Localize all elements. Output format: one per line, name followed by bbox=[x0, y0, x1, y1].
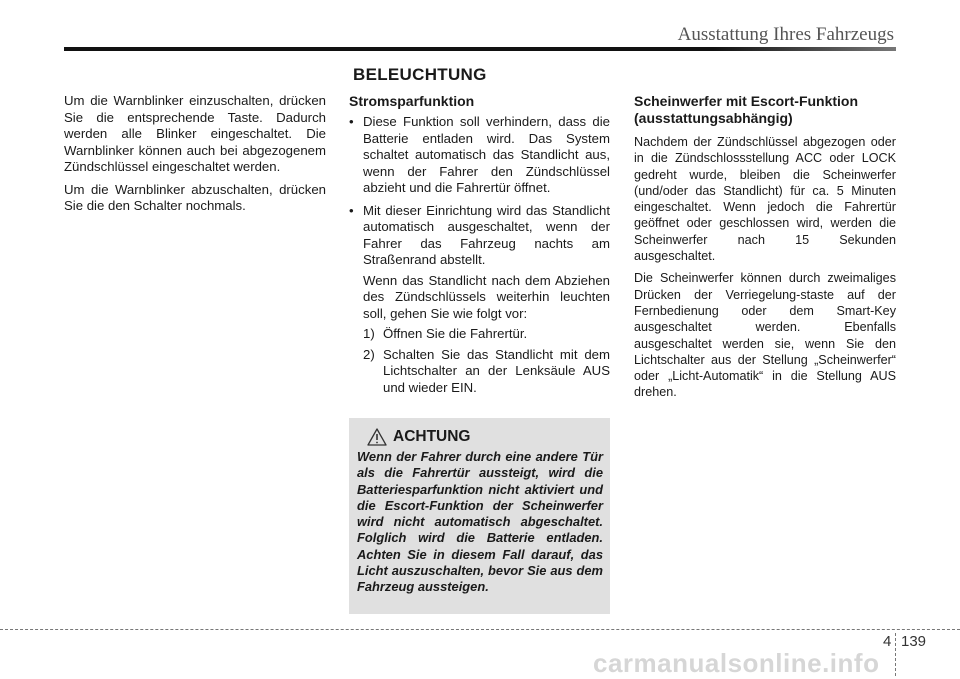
bullet-icon: • bbox=[349, 114, 354, 129]
power-saving-list bbox=[349, 114, 610, 396]
warning-text: Wenn der Fahrer durch eine andere Tür als die Fahrertür aussteigt, wird die Batteriesparfunktion nicht aktiviert und die Escort-Funktion der Scheinwerfer wird nicht automatisch abgeschaltet. Folglich wird die Batterie entladen. Achten Sie in diesem Fall darauf, das Licht auszuschalten, bevor Sie aus dem Fahrzeug aussteigen. bbox=[357, 449, 603, 595]
list-item bbox=[349, 114, 610, 197]
step-text: Schalten Sie das Standlicht mit dem Lichtschalter an der Lenksäule AUS und wieder EIN. bbox=[383, 346, 610, 395]
page-number-divider bbox=[895, 633, 896, 676]
step-number: 2) bbox=[363, 346, 375, 362]
step-number: 1) bbox=[363, 326, 375, 341]
column-hazard-lights bbox=[64, 93, 326, 221]
step-item bbox=[363, 326, 610, 343]
column-escort-headlights bbox=[634, 93, 896, 407]
bullet-icon: • bbox=[349, 202, 354, 218]
bullet-text: Diese Funktion soll verhindern, dass die Batterie entladen wird. Das System schaltet automatisch das Standlicht aus, wenn der Fahrer den Zündschlüssel abzieht und die Fahrertür öffnet. bbox=[363, 114, 610, 195]
steps-list bbox=[363, 326, 610, 396]
page-number: 139 bbox=[901, 633, 927, 650]
running-header-title: Ausstattung Ihres Fahrzeugs bbox=[677, 24, 894, 45]
footer-rule bbox=[0, 629, 960, 630]
bullet-continuation: Wenn das Standlicht nach dem Abziehen des Zündschlüssels weiterhin leuchten soll, gehen Sie wie folgt vor: bbox=[363, 272, 610, 321]
header-rule bbox=[64, 47, 896, 51]
warning-header bbox=[367, 428, 471, 446]
section-title: BELEUCHTUNG bbox=[353, 65, 487, 84]
chapter-number: 4 bbox=[883, 633, 892, 650]
hazard-off-paragraph: Um die Warnblinker abzuschalten, drücken Sie die den Schalter nochmals. bbox=[64, 181, 326, 213]
warning-label: ACHTUNG bbox=[393, 428, 471, 445]
watermark: carmanualsonline.info bbox=[593, 648, 880, 678]
list-item bbox=[349, 203, 610, 397]
step-text: Öffnen Sie die Fahrertür. bbox=[383, 326, 528, 341]
bullet-text: Mit dieser Einrichtung wird das Standlicht automatisch ausgeschaltet, wenn der Fahrer das Fahrzeug nachts am Straßenrand abstellt. bbox=[363, 202, 610, 267]
hazard-on-paragraph: Um die Warnblinker einzuschalten, drücken Sie die entsprechende Taste. Dadurch werden alle Blinker eingeschaltet. Die Warnblinker können auch bei abgezogenem Zündschlüssel eingeschaltet werden. bbox=[64, 93, 326, 174]
power-saving-heading: Stromsparfunktion bbox=[349, 93, 475, 109]
column-power-saving bbox=[349, 93, 610, 402]
escort-paragraph-1: Nachdem der Zündschlüssel abgezogen oder in die Zündschlossstellung ACC oder LOCK gedreht wurde, bleiben die Scheinwerfer (und/oder das Standlicht) für ca. 5 Minuten eingeschaltet. Wenn jedoch die Fahrertür geöffnet oder geschlossen wird, werden die Scheinwerfer nach 15 Sekunden ausgeschaltet. bbox=[634, 135, 896, 264]
escort-heading: Scheinwerfer mit Escort-Funktion (ausstattungsabhängig) bbox=[634, 93, 859, 126]
step-item bbox=[363, 347, 610, 397]
warning-box bbox=[349, 418, 610, 614]
warning-triangle-icon bbox=[367, 428, 387, 446]
escort-paragraph-2: Die Scheinwerfer können durch zweimaliges Drücken der Verriegelung-staste auf der Fernbedienung oder dem Smart-Key ausgeschaltet werden. Ebenfalls ausgeschaltet werden sie, wenn Sie den Lichtschalter aus der Stellung „Scheinwerfer“ oder „Licht-Automatik“ in die Stellung AUS drehen. bbox=[634, 271, 896, 400]
